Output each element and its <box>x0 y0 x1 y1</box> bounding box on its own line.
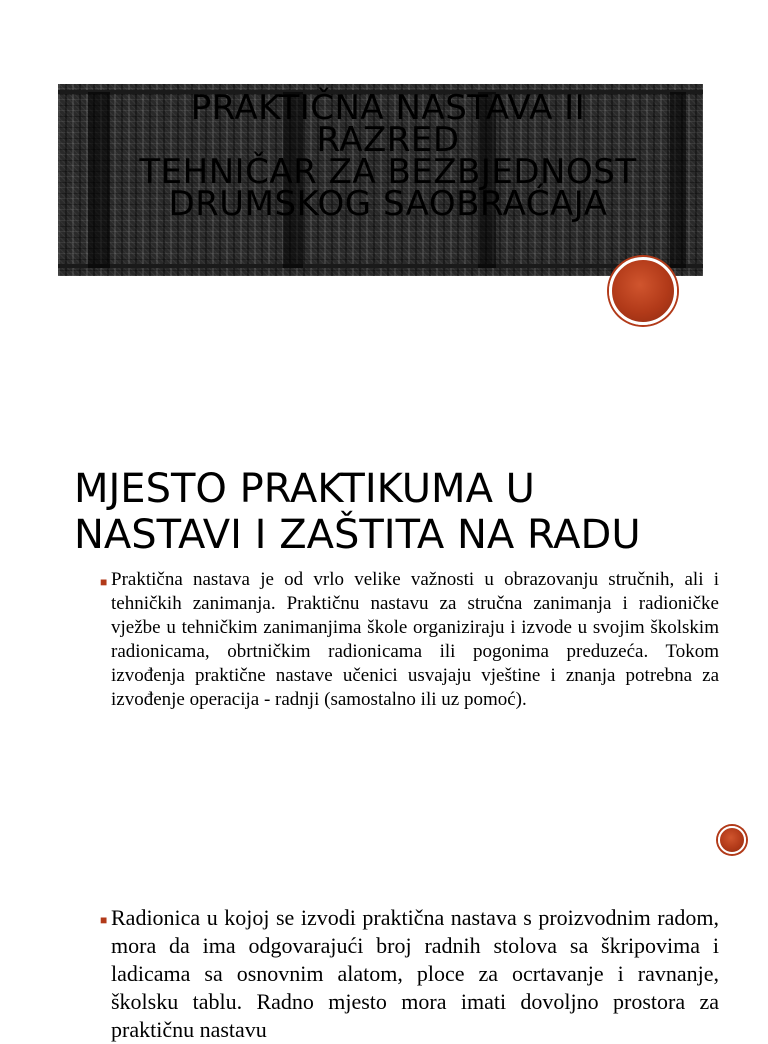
banner-bottom-rule <box>58 264 703 268</box>
title-line: PRAKTIČNA NASTAVA II <box>190 88 586 128</box>
title-line: TEHNIČAR ZA BEZBJEDNOST <box>139 152 637 192</box>
title-line: RAZRED <box>316 120 460 160</box>
bullet-text: Radionica u kojoj se izvodi praktična nastava s proizvodnim radom, mora da ima odgovarajući broj radnih stolova sa škripovima i ladicama sa osnovnim alatom, ploce za ocrtavanje i ravnanje, školsku tablu. Radno mjesto mora imati dovoljno prostora za praktičnu nastavu <box>111 905 719 1042</box>
square-bullet-icon: ■ <box>100 913 108 927</box>
bullet-paragraph <box>100 568 719 712</box>
title-line: DRUMSKOG SAOBRAĆAJA <box>168 184 608 224</box>
slide-title <box>38 88 738 224</box>
section-heading: MJESTO PRAKTIKUMA U NASTAVI I ZAŠTITA NA RADU <box>74 466 641 558</box>
decorative-circle-large <box>609 257 677 325</box>
decorative-circle-small <box>718 826 746 854</box>
title-banner <box>58 84 703 276</box>
square-bullet-icon: ■ <box>100 575 108 589</box>
bullet-text: Praktična nastava je od vrlo velike važnosti u obrazovanju stručnih, ali i tehničkih zanimanja. Praktičnu nastavu za stručna zanimanja i radioničke vježbe u tehničkim zanimanjima škole organiziraju i izvode u svojim školskim radionicama, obrtničkim radionicama ili pogonima preduzeća. Tokom izvođenja praktične nastave učenici usvajaju vještine i znanja potrebna za izvođenje operacija - radnji (samostalno ili uz pomoć). <box>111 569 719 710</box>
bullet-paragraph <box>100 904 719 1044</box>
